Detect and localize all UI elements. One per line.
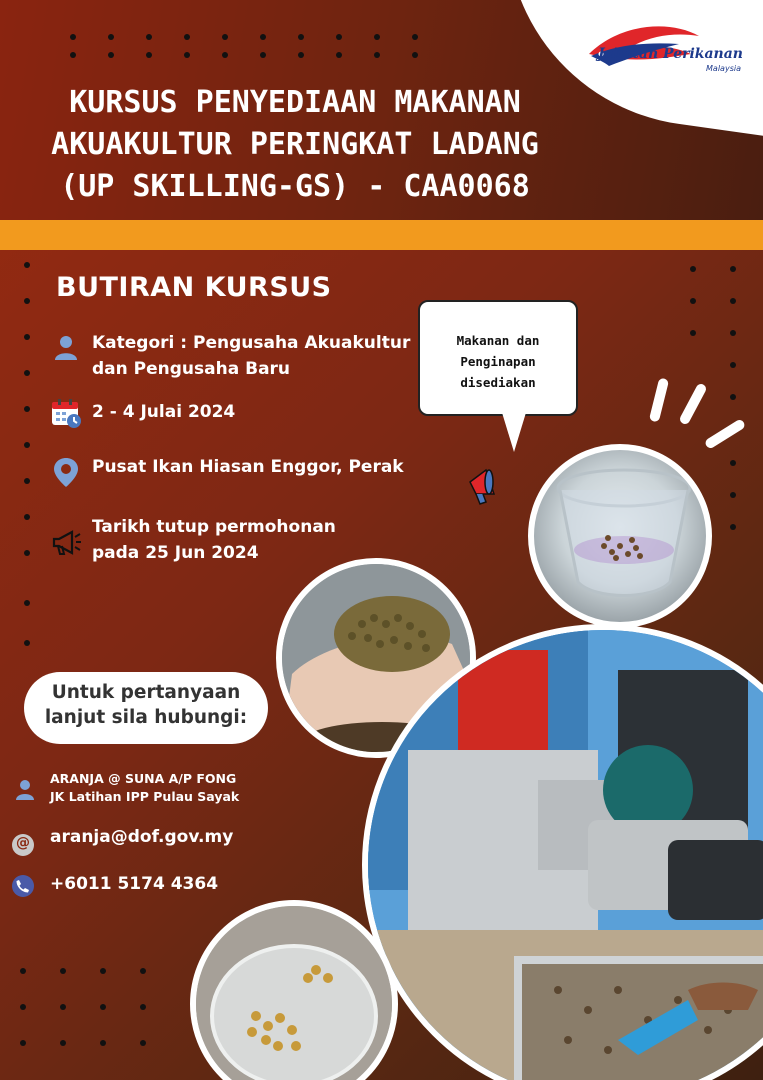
megaphone-icon <box>50 526 82 558</box>
logo-wordmark: Jabatan Perikanan <box>597 46 743 62</box>
contact-prompt-line-2: lanjut sila hubungi: <box>44 707 248 728</box>
venue-text: Pusat Ikan Hiasan Enggor, Perak <box>92 457 404 477</box>
bubble-line-3: disediakan <box>460 375 536 390</box>
bubble-text <box>418 330 578 393</box>
details-heading: BUTIRAN KURSUS <box>56 272 332 303</box>
venue-item <box>50 454 430 488</box>
contact-phone[interactable]: +6011 5174 4364 <box>50 874 219 894</box>
megaphone-sticker-icon <box>462 464 502 508</box>
contact-prompt <box>24 680 268 730</box>
location-pin-icon <box>50 456 82 488</box>
category-item <box>50 330 411 390</box>
contact-person-role: JK Latihan IPP Pulau Sayak <box>50 789 240 804</box>
contact-prompt-line-1: Untuk pertanyaan <box>51 682 241 703</box>
deco-stroke <box>649 377 669 422</box>
deadline-line-1: Tarikh tutup permohonan <box>92 517 336 537</box>
category-line-2: dan Pengusaha Baru <box>92 359 291 379</box>
date-item <box>50 399 350 431</box>
person-icon <box>50 332 82 364</box>
title-line-1: KURSUS PENYEDIAAN MAKANAN <box>69 85 521 120</box>
photo-feed-in-water <box>528 444 712 628</box>
course-title <box>0 82 590 208</box>
photo-pellets-in-bowl <box>190 900 398 1080</box>
speech-bubble-tail <box>500 406 528 452</box>
deco-stroke <box>678 382 707 426</box>
bubble-line-1: Makanan dan <box>456 333 540 348</box>
email-icon: @ <box>12 834 34 856</box>
deco-stroke <box>704 418 747 450</box>
date-text: 2 - 4 Julai 2024 <box>92 402 236 422</box>
contact-person-name: ARANJA @ SUNA A/P FONG <box>50 771 237 786</box>
deadline-item <box>50 514 370 574</box>
category-line-1: Kategori : Pengusaha Akuakultur <box>92 333 411 353</box>
orange-divider <box>0 220 763 250</box>
person-contact-icon <box>14 778 36 802</box>
logo-country: Malaysia <box>706 64 741 73</box>
title-line-2: AKUAKULTUR PERINGKAT LADANG <box>51 127 539 162</box>
phone-icon <box>12 875 34 897</box>
contact-email[interactable]: aranja@dof.gov.my <box>50 827 234 847</box>
deadline-line-2: pada 25 Jun 2024 <box>92 543 259 563</box>
bubble-line-2: Penginapan <box>460 354 536 369</box>
calendar-icon <box>50 397 82 429</box>
title-line-3: (UP SKILLING-GS) - CAA0068 <box>60 169 530 204</box>
contact-person <box>50 770 239 806</box>
